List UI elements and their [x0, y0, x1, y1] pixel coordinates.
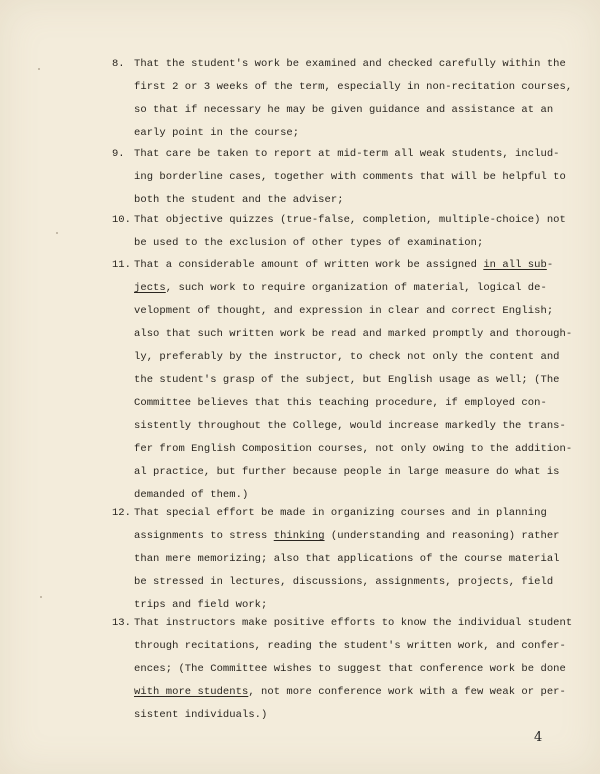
text-line: al practice, but further because people in large measure do what is — [134, 466, 560, 478]
item-number: 11. — [112, 259, 131, 271]
text-line: sistent individuals.) — [134, 709, 268, 721]
text-line: ences; (The Committee wishes to suggest that conference work be done — [134, 663, 566, 675]
page-number: 4 — [534, 730, 543, 745]
item-number: 9. — [112, 148, 125, 160]
text-line: the student's grasp of the subject, but English usage as well; (The — [134, 374, 560, 386]
text-line: trips and field work; — [134, 599, 268, 611]
text-line: early point in the course; — [134, 127, 300, 139]
underlined-phrase: in all sub — [483, 259, 547, 271]
underlined-phrase: with more students — [134, 686, 249, 698]
text-line: That objective quizzes (true-false, completion, multiple-choice) not — [134, 214, 566, 226]
text-line: That special effort be made in organizing courses and in planning — [134, 507, 547, 519]
item-number: 10. — [112, 214, 131, 226]
text-line: That instructors make positive efforts to know the individual student — [134, 617, 573, 629]
text-line: That the student's work be examined and checked carefully within the — [134, 58, 566, 70]
text-line: ing borderline cases, together with comments that will be helpful to — [134, 171, 566, 183]
text-line: so that if necessary he may be given guidance and assistance at an — [134, 104, 554, 116]
text-line: Committee believes that this teaching procedure, if employed con- — [134, 397, 547, 409]
text-line: That care be taken to report at mid-term all weak students, includ- — [134, 148, 560, 160]
text-line: first 2 or 3 weeks of the term, especially in non-recitation courses, — [134, 81, 573, 93]
text-line: than mere memorizing; also that applications of the course material — [134, 553, 560, 565]
text-line: velopment of thought, and expression in clear and correct English; — [134, 305, 554, 317]
paper-speck — [40, 596, 42, 598]
text-line: jects, such work to require organization of material, logical de- — [134, 282, 547, 294]
item-number: 12. — [112, 507, 131, 519]
item-number: 13. — [112, 617, 131, 629]
text-line: be used to the exclusion of other types of examination; — [134, 237, 484, 249]
text-line: with more students, not more conference work with a few weak or per- — [134, 686, 566, 698]
text-line: also that such written work be read and marked promptly and thorough- — [134, 328, 573, 340]
text-line: assignments to stress thinking (understanding and reasoning) rather — [134, 530, 560, 542]
paper-speck — [56, 232, 58, 234]
underlined-phrase: jects — [134, 282, 166, 294]
item-number: 8. — [112, 58, 125, 70]
text-line: ly, preferably by the instructor, to check not only the content and — [134, 351, 560, 363]
text-line: both the student and the adviser; — [134, 194, 344, 206]
text-line: through recitations, reading the student's written work, and confer- — [134, 640, 566, 652]
text-line: demanded of them.) — [134, 489, 249, 501]
paper-speck — [38, 68, 40, 70]
underlined-phrase: thinking — [273, 530, 325, 542]
text-line: fer from English Composition courses, not only owing to the addition- — [134, 443, 573, 455]
text-line: sistently throughout the College, would increase markedly the trans- — [134, 420, 566, 432]
text-line: be stressed in lectures, discussions, assignments, projects, field — [134, 576, 554, 588]
text-line: That a considerable amount of written work be assigned in all sub- — [134, 259, 554, 271]
